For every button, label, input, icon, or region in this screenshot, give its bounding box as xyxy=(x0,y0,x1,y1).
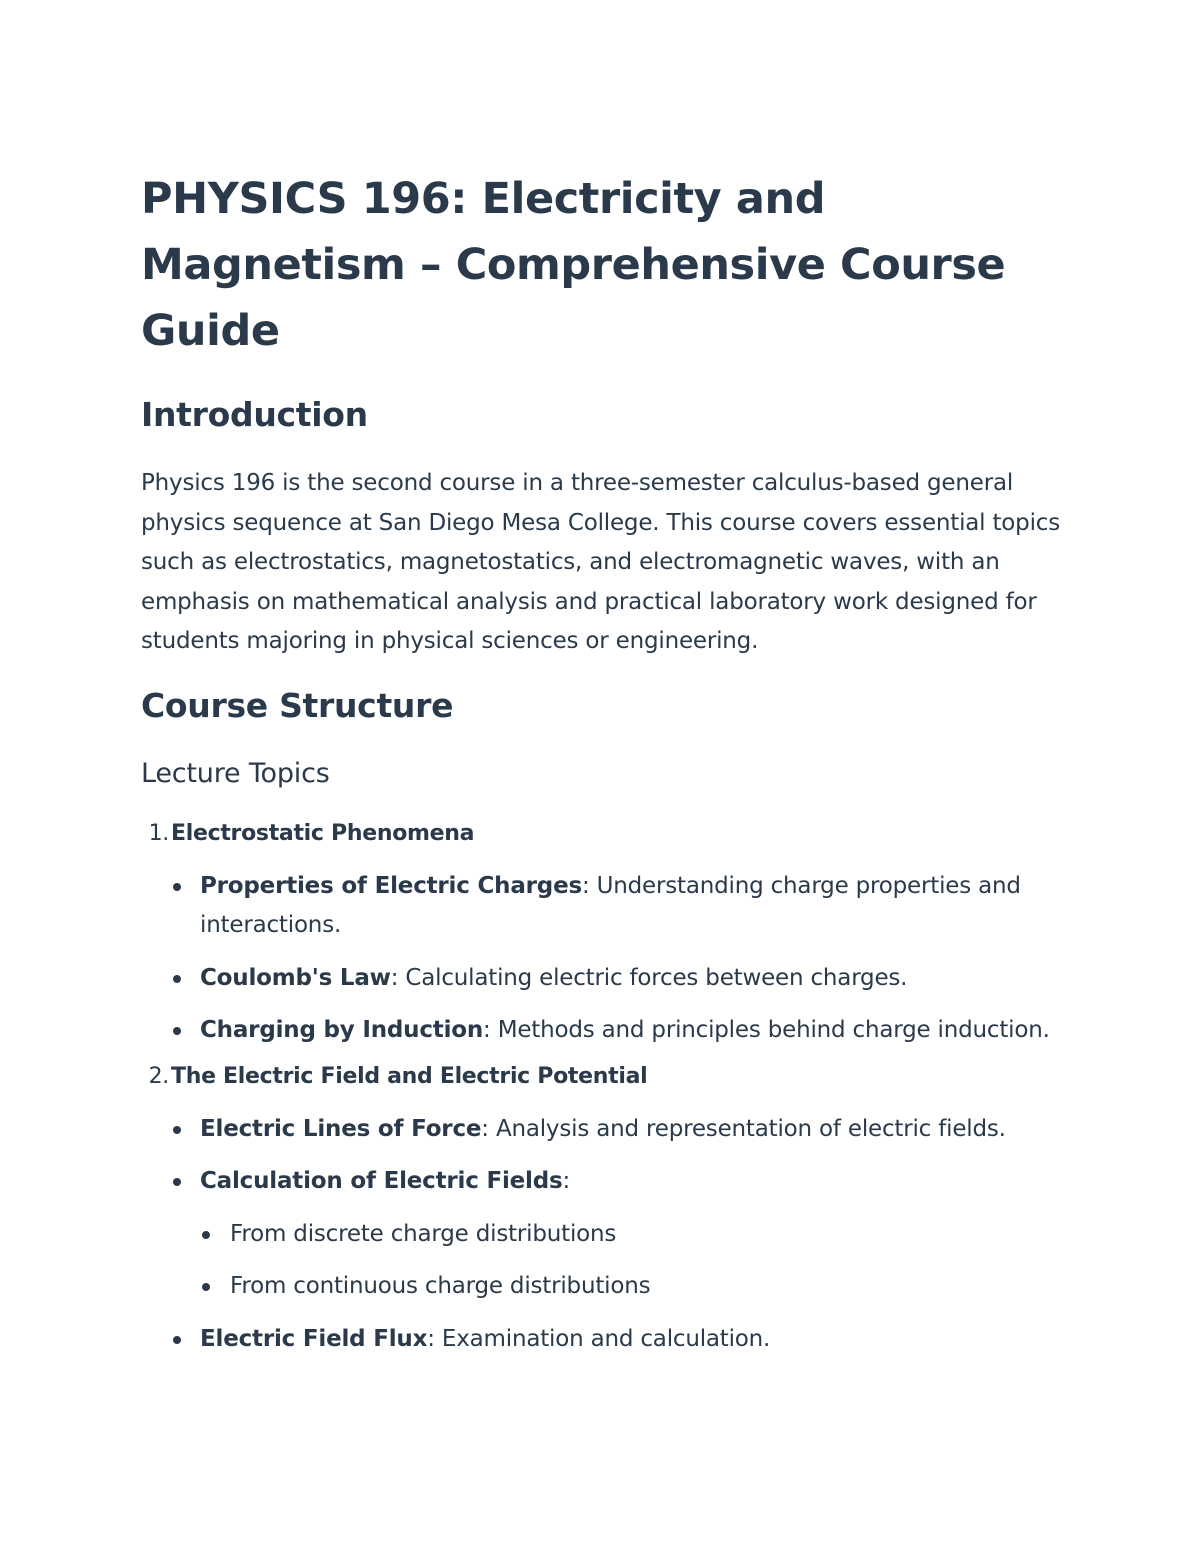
document-title: PHYSICS 196: Electricity and Magnetism – Comprehensive Course Guide xyxy=(141,174,1006,356)
topic-item xyxy=(141,814,1081,1051)
bullet-term: Properties of Electric Charges xyxy=(200,872,582,899)
bullet-term: Coulomb's Law xyxy=(200,964,391,991)
bullet-term: Electric Lines of Force xyxy=(200,1115,482,1142)
bullet-description: : Analysis and representation of electric fields. xyxy=(481,1115,1006,1142)
bullet-icon xyxy=(202,1231,210,1239)
bullet-icon xyxy=(173,1178,181,1186)
bullet-term: Electric Field Flux xyxy=(200,1325,428,1352)
bullet-description: : Examination and calculation. xyxy=(427,1325,771,1352)
topic-number: 2. xyxy=(148,1063,169,1089)
topic-bullet-list xyxy=(141,867,1081,1051)
bullet-item xyxy=(141,1162,1081,1307)
bullet-description: : xyxy=(562,1168,571,1194)
sub-bullet-item xyxy=(200,1267,1081,1307)
sub-bullet-text: From discrete charge distributions xyxy=(230,1220,617,1247)
sub-bullet-item xyxy=(200,1215,1081,1255)
bullet-icon xyxy=(173,1126,181,1134)
topic-title-text: Electrostatic Phenomena xyxy=(171,820,475,846)
lecture-topics-heading: Lecture Topics xyxy=(141,757,330,789)
bullet-term: Charging by Induction xyxy=(200,1017,484,1043)
sub-bullet-text: From continuous charge distributions xyxy=(230,1273,651,1299)
bullet-icon xyxy=(173,975,181,983)
bullet-description: : Methods and principles behind charge induction. xyxy=(483,1017,1050,1043)
topic-title xyxy=(141,814,1081,854)
topic-bullet-list xyxy=(141,1110,1081,1360)
introduction-paragraph: Physics 196 is the second course in a three-semester calculus-based general physics sequence at San Diego Mesa College. This course covers essential topics such as electrostatics, magnetostatics, and electromagnetic waves, with an emphasis on mathematical analysis and practical laboratory work designed for students majoring in physical sciences or engineering. xyxy=(141,470,1060,654)
course-structure-heading: Course Structure xyxy=(141,685,454,725)
document-page xyxy=(141,166,1081,1359)
bullet-item xyxy=(141,1110,1081,1150)
introduction-heading: Introduction xyxy=(141,395,368,434)
bullet-item xyxy=(141,959,1081,999)
bullet-icon xyxy=(173,1336,181,1344)
sub-bullet-list xyxy=(200,1215,1081,1307)
topic-title xyxy=(141,1057,1081,1097)
bullet-item xyxy=(141,867,1081,946)
bullet-item xyxy=(141,1320,1081,1360)
bullet-icon xyxy=(173,1027,181,1035)
bullet-term: Calculation of Electric Fields xyxy=(200,1168,563,1194)
bullet-description: : Understanding charge properties and interactions. xyxy=(200,872,1021,938)
bullet-description: : Calculating electric forces between charges. xyxy=(390,964,908,991)
bullet-icon xyxy=(173,883,181,891)
topic-item xyxy=(141,1057,1081,1360)
topic-title-text: The Electric Field and Electric Potential xyxy=(171,1063,648,1089)
bullet-item xyxy=(141,1011,1081,1051)
topic-number: 1. xyxy=(148,820,169,846)
bullet-icon xyxy=(202,1283,210,1291)
